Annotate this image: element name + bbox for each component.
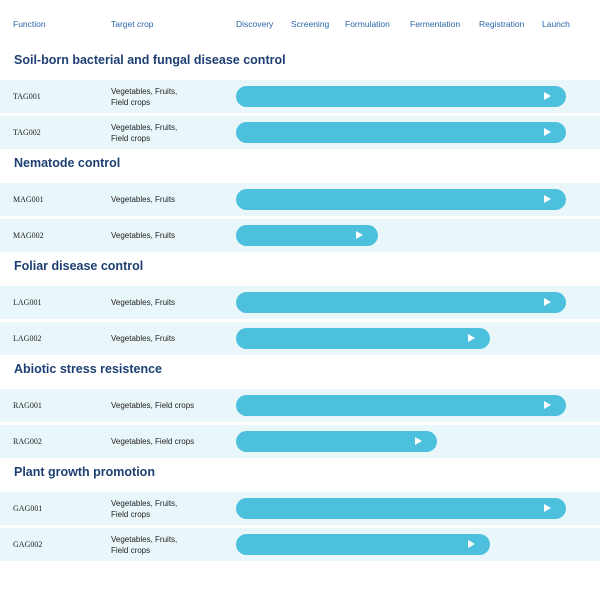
target-crop-line: Vegetables, Field crops <box>111 437 195 446</box>
column-header-screening: Screening <box>291 19 330 29</box>
target-crop <box>111 286 231 319</box>
product-code: TAG001 <box>13 92 41 101</box>
play-arrow-icon <box>544 195 551 203</box>
product-code: TAG002 <box>13 128 41 137</box>
table-header <box>0 0 600 44</box>
table-row <box>0 425 600 458</box>
section-title: Plant growth promotion <box>14 465 155 479</box>
target-crop <box>111 389 231 422</box>
column-header-target-crop: Target crop <box>111 19 154 29</box>
table-row <box>0 492 600 525</box>
play-arrow-icon <box>415 437 422 445</box>
play-arrow-icon <box>544 298 551 306</box>
table-row <box>0 219 600 252</box>
target-crop-line: Field crops <box>111 97 151 107</box>
target-crop <box>111 116 231 149</box>
progress-bar <box>236 292 566 313</box>
play-arrow-icon <box>468 540 475 548</box>
column-header-function: Function <box>13 19 46 29</box>
section-title: Nematode control <box>14 156 121 170</box>
target-crop-line: Field crops <box>111 509 151 519</box>
progress-bar <box>236 189 566 210</box>
table-row <box>0 116 600 149</box>
column-header-registration: Registration <box>479 19 525 29</box>
table-row <box>0 183 600 216</box>
product-code: LAG001 <box>13 298 42 307</box>
target-crop <box>111 425 231 458</box>
target-crop <box>111 183 231 216</box>
target-crop-line: Field crops <box>111 133 151 143</box>
target-crop-line: Vegetables, Fruits <box>111 298 176 307</box>
target-crop <box>111 219 231 252</box>
column-header-fermentation: Fermentation <box>410 19 461 29</box>
product-code: RAG002 <box>13 437 42 446</box>
column-header-discovery: Discovery <box>236 19 274 29</box>
target-crop-line: Vegetables, Fruits <box>111 195 176 204</box>
product-code: RAG001 <box>13 401 42 410</box>
table-row <box>0 528 600 561</box>
target-crop <box>111 528 231 561</box>
play-arrow-icon <box>356 231 363 239</box>
product-code: MAG001 <box>13 195 44 204</box>
play-arrow-icon <box>544 92 551 100</box>
progress-bar <box>236 431 437 452</box>
table-row <box>0 389 600 422</box>
target-crop-line: Vegetables, Fruits, <box>111 534 178 544</box>
progress-bar <box>236 225 378 246</box>
column-header-formulation: Formulation <box>345 19 390 29</box>
target-crop-line: Vegetables, Field crops <box>111 401 195 410</box>
product-code: GAG001 <box>13 504 43 513</box>
progress-bar <box>236 395 566 416</box>
target-crop-line: Vegetables, Fruits, <box>111 498 178 508</box>
play-arrow-icon <box>544 504 551 512</box>
section-title: Soil-born bacterial and fungal disease control <box>14 53 286 67</box>
target-crop <box>111 80 231 113</box>
play-arrow-icon <box>544 401 551 409</box>
table-row <box>0 80 600 113</box>
column-header-launch: Launch <box>542 19 570 29</box>
target-crop-line: Field crops <box>111 545 151 555</box>
progress-bar <box>236 328 490 349</box>
product-code: GAG002 <box>13 540 43 549</box>
target-crop-line: Vegetables, Fruits <box>111 231 176 240</box>
target-crop-line: Vegetables, Fruits, <box>111 122 178 132</box>
progress-bar <box>236 498 566 519</box>
target-crop <box>111 322 231 355</box>
target-crop-line: Vegetables, Fruits, <box>111 86 178 96</box>
table-row <box>0 286 600 319</box>
section-title: Abiotic stress resistence <box>14 362 162 376</box>
target-crop <box>111 492 231 525</box>
target-crop-line: Vegetables, Fruits <box>111 334 176 343</box>
product-code: MAG002 <box>13 231 44 240</box>
progress-bar <box>236 122 566 143</box>
play-arrow-icon <box>544 128 551 136</box>
progress-bar <box>236 534 490 555</box>
progress-bar <box>236 86 566 107</box>
product-code: LAG002 <box>13 334 42 343</box>
play-arrow-icon <box>468 334 475 342</box>
section-title: Foliar disease control <box>14 259 144 273</box>
table-row <box>0 322 600 355</box>
